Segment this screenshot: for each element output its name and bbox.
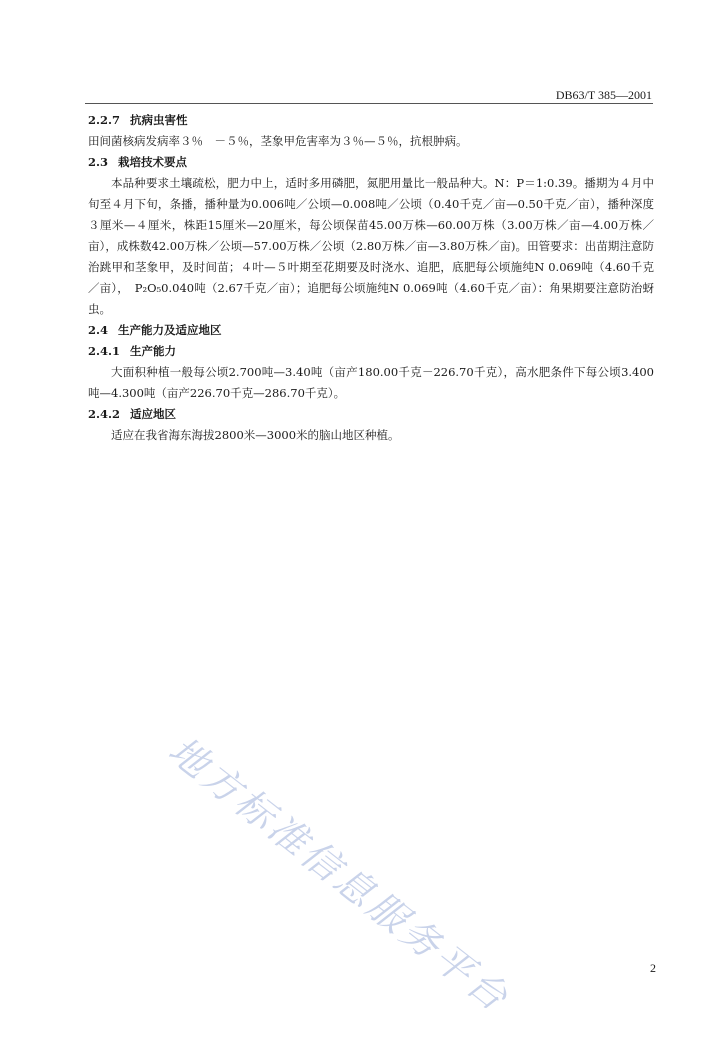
page-number: 2 — [650, 961, 656, 975]
section-title: 生产能力及适应地区 — [118, 323, 222, 337]
section-number: 2.4.1 — [88, 344, 121, 358]
section-title: 适应地区 — [130, 407, 177, 421]
heading-2-3 — [88, 152, 654, 173]
watermark: 地方标准信息服务平台 — [160, 727, 519, 1022]
section-title: 生产能力 — [130, 344, 177, 358]
paragraph-disease-resistance: 田间菌核病发病率３％ －５％，茎象甲危害率为３％—５％，抗根肿病。 — [88, 134, 468, 148]
section-title: 抗病虫害性 — [130, 113, 188, 127]
section-number: 2.3 — [88, 155, 109, 169]
heading-2-4-1 — [88, 341, 654, 362]
section-number: 2.2.7 — [88, 113, 121, 127]
header-rule — [85, 103, 653, 104]
paragraph-production-capacity: 大面积种植一般每公顷2.700吨—3.40吨（亩产180.00千克－226.70千克），高水肥条件下每公顷3.400吨—4.300吨（亩产226.70千克—286.70千克）。 — [88, 365, 654, 400]
section-title: 栽培技术要点 — [118, 155, 188, 169]
heading-2-4 — [88, 320, 654, 341]
paragraph-cultivation: 本品种要求土壤疏松，肥力中上，适时多用磷肥，氮肥用量比一般品种大。N：P＝1:0.39。播期为４月中旬至４月下旬，条播，播种量为0.006吨／公顷—0.008吨／公顷（0.40千克／亩—0.50千克／亩），播种深度３厘米—４厘米，株距15厘米—20厘米，每公顷保苗45.00万株—60.00万株（3.00万株／亩—4.00万株／亩），成株数42.00万株／公顷—57.00万株／公顷（2.80万株／亩—3.80万株／亩)。田管要求：出苗期注意防治跳甲和茎象甲，及时间苗；４叶—５叶期至花期要及时浇水、追肥，底肥每公顷施纯N 0.069吨（4.60千克／亩）， P₂O₅0.040吨（2.67千克／亩）；追肥每公顷施纯N 0.069吨（4.60千克／亩）：角果期要注意防治蚜虫。 — [88, 176, 654, 316]
paragraph-suitable-area: 适应在我省海东海拔2800米—3000米的脑山地区种植。 — [111, 428, 400, 442]
heading-2-2-7 — [88, 110, 654, 131]
document-body — [88, 110, 654, 446]
section-number: 2.4 — [88, 323, 109, 337]
heading-2-4-2 — [88, 404, 654, 425]
standard-code: DB63/T 385—2001 — [555, 88, 652, 102]
section-number: 2.4.2 — [88, 407, 121, 421]
